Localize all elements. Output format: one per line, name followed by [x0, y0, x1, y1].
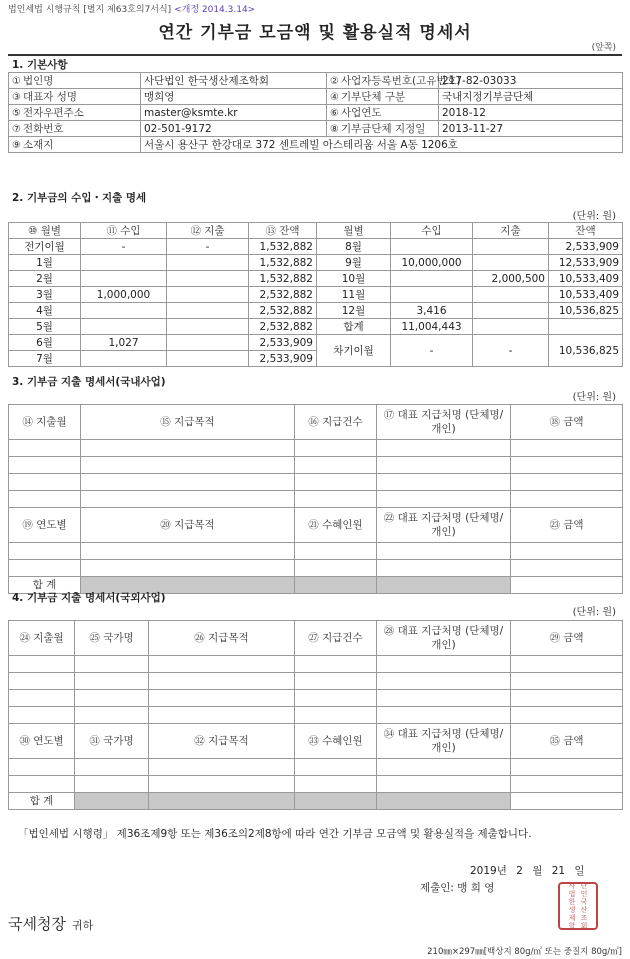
carry-expense-cell: - [473, 335, 549, 367]
closing-statement: 「법인세법 시행령」 제36조제9항 또는 제36조의2제8항에 따라 연간 기부금 모금액 및 활용실적을 제출합니다. [18, 828, 532, 840]
page-side: (앞쪽) [591, 43, 616, 53]
column-header: ㉜ 지급목적 [149, 724, 295, 759]
empty-cell [377, 440, 511, 457]
month-cell: 전기이월 [9, 239, 81, 255]
empty-cell [295, 457, 377, 474]
form-note-text: 법인세법 시행규칙 [별지 제63호의7서식] [8, 5, 172, 15]
empty-cell [81, 440, 295, 457]
info-value: 2013-11-27 [439, 121, 623, 137]
section4-title: 4. 기부금 지출 명세서(국외사업) [12, 592, 166, 604]
expense-cell [167, 351, 249, 367]
basic-info-table [8, 72, 623, 153]
balance-cell: 12,533,909 [549, 255, 623, 271]
info-label: ④ 기부단체 구분 [327, 89, 439, 105]
table-row [9, 287, 623, 303]
month-cell: 2월 [9, 271, 81, 287]
column-header: 수입 [391, 223, 473, 239]
balance-cell: 10,533,409 [549, 271, 623, 287]
empty-cell [149, 656, 295, 673]
expense-cell [167, 319, 249, 335]
expense-cell: 2,000,500 [473, 271, 549, 287]
column-header: ㉕ 국가명 [75, 621, 149, 656]
month-cell: 3월 [9, 287, 81, 303]
empty-cell [149, 673, 295, 690]
empty-cell [511, 560, 623, 577]
basic-info-row [9, 105, 623, 121]
column-header: ㉞ 대표 지급처명 (단체명/개인) [377, 724, 511, 759]
form-note [8, 2, 255, 15]
expense-cell [473, 303, 549, 319]
income-cell [391, 239, 473, 255]
month-cell: 11월 [317, 287, 391, 303]
column-header: 잔액 [549, 223, 623, 239]
income-cell [81, 319, 167, 335]
table-row [9, 319, 623, 335]
column-header: ㉒ 대표 지급처명 (단체명/개인) [377, 508, 511, 543]
empty-cell [377, 690, 511, 707]
table-row [9, 474, 623, 491]
table-header-row [9, 508, 623, 543]
month-cell: 12월 [317, 303, 391, 319]
section2-title: 2. 기부금의 수입・지출 명세 [12, 192, 147, 204]
submission-date: 2019년 2 월 21 일 [470, 865, 585, 877]
submitter: 제출인: 맹 희 영 [420, 882, 495, 894]
column-header: ⑩ 월별 [9, 223, 81, 239]
table-row [9, 255, 623, 271]
section3-unit: (단위: 원) [572, 392, 616, 403]
total-label: 합 계 [9, 577, 81, 594]
empty-cell [295, 656, 377, 673]
info-value: 국내지정기부금단체 [439, 89, 623, 105]
paper-spec: 210㎜×297㎜[백상지 80g/㎡ 또는 중질지 80g/㎡] [427, 947, 622, 957]
income-cell [81, 255, 167, 271]
empty-cell [81, 543, 295, 560]
empty-cell [149, 759, 295, 776]
table-header-row [9, 621, 623, 656]
empty-cell [9, 491, 81, 508]
page-title: 연간 기부금 모금액 및 활용실적 명세서 [158, 23, 472, 43]
empty-cell [295, 707, 377, 724]
income-cell [81, 303, 167, 319]
column-header: ㉔ 지출월 [9, 621, 75, 656]
empty-cell [377, 560, 511, 577]
income-cell: 10,000,000 [391, 255, 473, 271]
empty-cell [511, 491, 623, 508]
recipient-name: 국세청장 [8, 915, 66, 933]
balance-cell: 2,533,909 [249, 351, 317, 367]
column-header: ⑬ 잔액 [249, 223, 317, 239]
table-row [9, 656, 623, 673]
table-header-row [9, 724, 623, 759]
total-cell [295, 793, 377, 810]
empty-cell [149, 707, 295, 724]
total-row [9, 793, 623, 810]
month-cell: 1월 [9, 255, 81, 271]
total-cell [377, 577, 511, 594]
empty-cell [295, 759, 377, 776]
income-cell: 1,000,000 [81, 287, 167, 303]
total-cell [149, 793, 295, 810]
table-row [9, 491, 623, 508]
expense-cell [473, 239, 549, 255]
recipient-honorific: 귀하 [71, 919, 94, 932]
empty-cell [9, 560, 81, 577]
column-header: ㉝ 수혜인원 [295, 724, 377, 759]
info-value: 맹희영 [141, 89, 327, 105]
empty-cell [295, 673, 377, 690]
empty-cell [9, 673, 75, 690]
column-header: ⑫ 지출 [167, 223, 249, 239]
basic-info-row [9, 89, 623, 105]
total-cell [75, 793, 149, 810]
carry-income-cell: - [391, 335, 473, 367]
address-row [9, 137, 623, 153]
domestic-expense-table [8, 404, 623, 594]
table-row [9, 759, 623, 776]
expense-cell [167, 335, 249, 351]
empty-cell [295, 543, 377, 560]
column-header: 월별 [317, 223, 391, 239]
empty-cell [377, 776, 511, 793]
column-header: ⑰ 대표 지급처명 (단체명/개인) [377, 405, 511, 440]
column-header: ㉓ 금액 [511, 508, 623, 543]
table-row [9, 239, 623, 255]
balance-cell [549, 319, 623, 335]
address-label: ⑨ 소재지 [9, 137, 141, 153]
column-header: ㉚ 연도별 [9, 724, 75, 759]
empty-cell [377, 491, 511, 508]
balance-cell: 2,532,882 [249, 303, 317, 319]
basic-info-row [9, 121, 623, 137]
income-cell [391, 287, 473, 303]
organization-seal: 사 단 법 인 한 국 생 산 제 조 학 회 [558, 882, 598, 930]
empty-cell [377, 673, 511, 690]
section4-unit: (단위: 원) [572, 607, 616, 618]
info-value: 02-501-9172 [141, 121, 327, 137]
table-row [9, 335, 623, 351]
empty-cell [511, 776, 623, 793]
table-header-row [9, 405, 623, 440]
month-cell: 6월 [9, 335, 81, 351]
empty-cell [511, 440, 623, 457]
income-cell: 1,027 [81, 335, 167, 351]
column-header: ⑳ 지급목적 [81, 508, 295, 543]
empty-cell [377, 543, 511, 560]
table-row [9, 673, 623, 690]
income-cell: 3,416 [391, 303, 473, 319]
section1-title: 1. 기본사항 [12, 59, 68, 71]
empty-cell [9, 776, 75, 793]
info-label: ⑧ 기부금단체 지정일 [327, 121, 439, 137]
total-cell [511, 577, 623, 594]
table-row [9, 271, 623, 287]
column-header: ⑮ 지급목적 [81, 405, 295, 440]
empty-cell [511, 543, 623, 560]
empty-cell [511, 457, 623, 474]
empty-cell [377, 656, 511, 673]
table-row [9, 560, 623, 577]
empty-cell [9, 440, 81, 457]
empty-cell [75, 656, 149, 673]
empty-cell [377, 759, 511, 776]
month-cell: 9월 [317, 255, 391, 271]
revision-note: <개정 2014.3.14> [174, 5, 256, 15]
income-cell [81, 271, 167, 287]
info-label: ③ 대표자 성명 [9, 89, 141, 105]
info-label: ② 사업자등록번호(고유번호) [327, 73, 439, 89]
column-header: ㉗ 지급건수 [295, 621, 377, 656]
column-header: ㉟ 금액 [511, 724, 623, 759]
empty-cell [75, 673, 149, 690]
income-cell [391, 271, 473, 287]
empty-cell [295, 560, 377, 577]
column-header: ⑯ 지급건수 [295, 405, 377, 440]
column-header: ⑪ 수입 [81, 223, 167, 239]
column-header: ㉙ 금액 [511, 621, 623, 656]
empty-cell [81, 474, 295, 491]
income-expense-table [8, 222, 623, 367]
empty-cell [149, 776, 295, 793]
empty-cell [511, 474, 623, 491]
expense-cell [473, 255, 549, 271]
column-header: ⑭ 지출월 [9, 405, 81, 440]
carry-balance-cell: 10,536,825 [549, 335, 623, 367]
recipient [8, 913, 93, 934]
balance-cell: 1,532,882 [249, 271, 317, 287]
empty-cell [149, 690, 295, 707]
expense-cell: - [167, 239, 249, 255]
total-label: 합 계 [9, 793, 75, 810]
address-value: 서울시 용산구 한강대로 372 센트레빌 아스테리움 서울 A동 1206호 [141, 137, 623, 153]
column-header: ⑱ 금액 [511, 405, 623, 440]
table-header-row [9, 223, 623, 239]
empty-cell [511, 673, 623, 690]
expense-cell [167, 303, 249, 319]
empty-cell [295, 474, 377, 491]
overseas-expense-table [8, 620, 623, 810]
empty-cell [81, 457, 295, 474]
income-cell [81, 351, 167, 367]
empty-cell [377, 707, 511, 724]
column-header: ㉑ 수혜인원 [295, 508, 377, 543]
empty-cell [295, 491, 377, 508]
empty-cell [9, 474, 81, 491]
info-value: 사단법인 한국생산제조학회 [141, 73, 327, 89]
balance-cell: 2,533,909 [549, 239, 623, 255]
table-row [9, 776, 623, 793]
month-cell: 합계 [317, 319, 391, 335]
income-cell: 11,004,443 [391, 319, 473, 335]
empty-cell [295, 690, 377, 707]
balance-cell: 2,533,909 [249, 335, 317, 351]
balance-cell: 2,532,882 [249, 287, 317, 303]
table-row [9, 707, 623, 724]
month-cell: 10월 [317, 271, 391, 287]
table-row [9, 303, 623, 319]
balance-cell: 10,536,825 [549, 303, 623, 319]
expense-cell [473, 319, 549, 335]
basic-info-row [9, 73, 623, 89]
empty-cell [75, 707, 149, 724]
column-header: ⑲ 연도별 [9, 508, 81, 543]
empty-cell [75, 759, 149, 776]
empty-cell [81, 560, 295, 577]
info-label: ⑤ 전자우편주소 [9, 105, 141, 121]
table-row [9, 457, 623, 474]
info-value: master@ksmte.kr [141, 105, 327, 121]
info-label: ⑦ 전화번호 [9, 121, 141, 137]
section2-unit: (단위: 원) [572, 211, 616, 222]
expense-cell [167, 255, 249, 271]
column-header: 지출 [473, 223, 549, 239]
info-label: ① 법인명 [9, 73, 141, 89]
empty-cell [9, 543, 81, 560]
total-cell [295, 577, 377, 594]
empty-cell [75, 690, 149, 707]
balance-cell: 10,533,409 [549, 287, 623, 303]
month-cell: 4월 [9, 303, 81, 319]
table-row [9, 690, 623, 707]
empty-cell [511, 690, 623, 707]
top-rule [8, 54, 622, 56]
month-cell: 8월 [317, 239, 391, 255]
expense-cell [473, 287, 549, 303]
info-label: ⑥ 사업연도 [327, 105, 439, 121]
empty-cell [511, 759, 623, 776]
empty-cell [9, 656, 75, 673]
empty-cell [9, 759, 75, 776]
column-header: ㉘ 대표 지급처명 (단체명/개인) [377, 621, 511, 656]
total-cell [511, 793, 623, 810]
column-header: ㉛ 국가명 [75, 724, 149, 759]
balance-cell: 2,532,882 [249, 319, 317, 335]
empty-cell [9, 457, 81, 474]
table-row [9, 440, 623, 457]
balance-cell: 1,532,882 [249, 255, 317, 271]
month-cell: 5월 [9, 319, 81, 335]
empty-cell [9, 690, 75, 707]
empty-cell [75, 776, 149, 793]
expense-cell [167, 271, 249, 287]
empty-cell [295, 440, 377, 457]
section3-title: 3. 기부금 지출 명세서(국내사업) [12, 376, 166, 388]
info-value: 2018-12 [439, 105, 623, 121]
total-cell [377, 793, 511, 810]
column-header: ㉖ 지급목적 [149, 621, 295, 656]
expense-cell [167, 287, 249, 303]
empty-cell [295, 776, 377, 793]
empty-cell [9, 707, 75, 724]
table-row [9, 543, 623, 560]
income-cell: - [81, 239, 167, 255]
empty-cell [511, 707, 623, 724]
balance-cell: 1,532,882 [249, 239, 317, 255]
empty-cell [81, 491, 295, 508]
empty-cell [377, 474, 511, 491]
empty-cell [377, 457, 511, 474]
carry-month-cell: 차기이월 [317, 335, 391, 367]
empty-cell [511, 656, 623, 673]
month-cell: 7월 [9, 351, 81, 367]
info-value: 217-82-03033 [439, 73, 623, 89]
